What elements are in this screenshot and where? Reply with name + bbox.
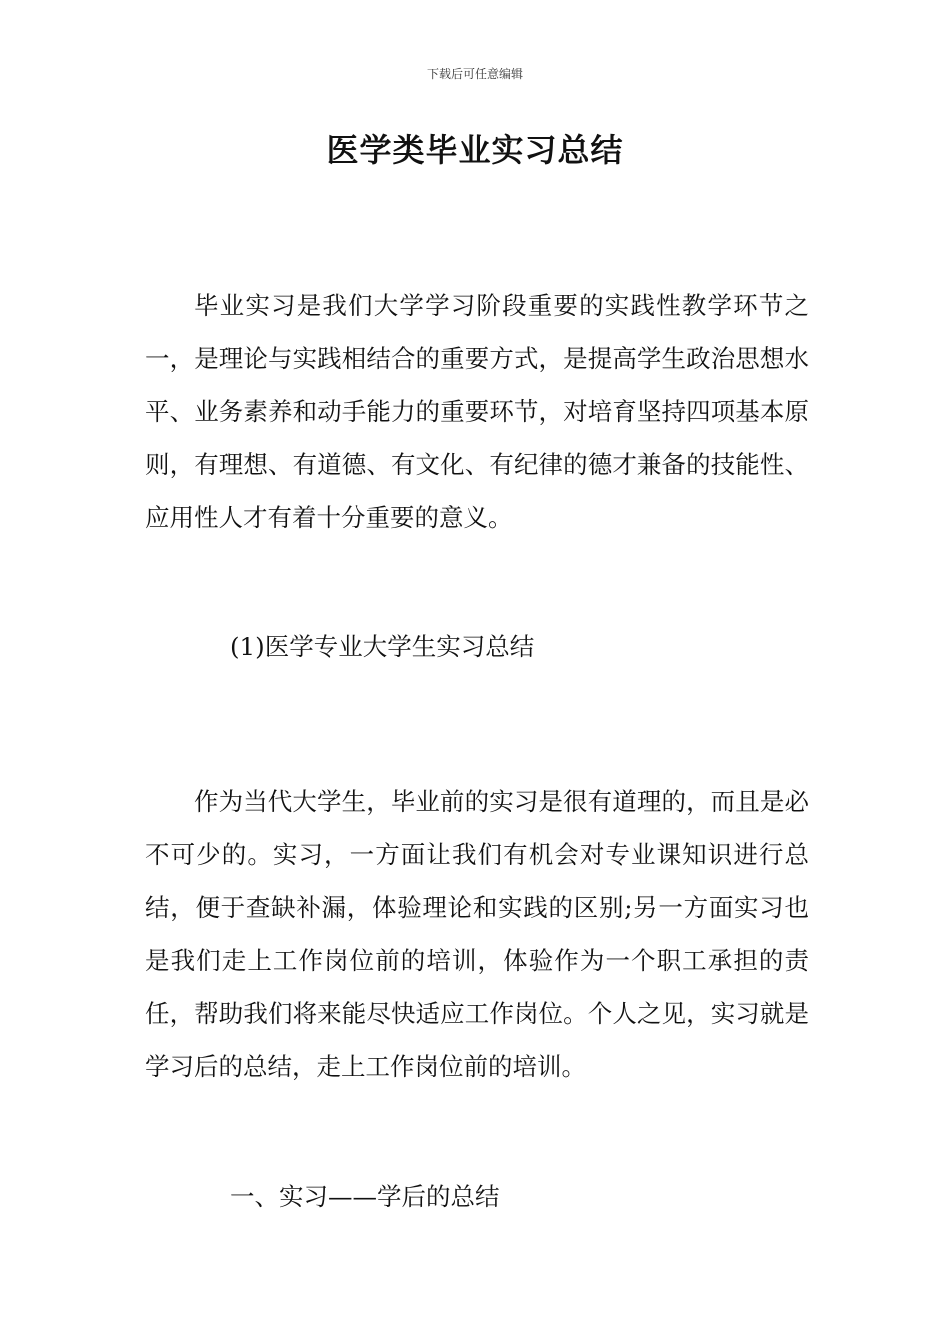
intro-paragraph: 毕业实习是我们大学学习阶段重要的实践性教学环节之一，是理论与实践相结合的重要方式，是提高学生政治思想水平、业务素养和动手能力的重要环节，对培育坚持四项基本原则，有理想、有道德、有文化、有纪律的德才兼备的技能性、应用性人才有着十分重要的意义。: [145, 291, 809, 532]
section-paragraph: 作为当代大学生，毕业前的实习是很有道理的，而且是必不可少的。实习，一方面让我们有机会对专业课知识进行总结，便于查缺补漏，体验理论和实践的区别;另一方面实习也是我们走上工作岗位前的培训，体验作为一个职工承担的责任，帮助我们将来能尽快适应工作岗位。个人之见，实习就是学习后的总结，走上工作岗位前的培训。: [145, 787, 809, 1081]
document-title: 医学类毕业实习总结: [326, 131, 624, 169]
header-note: 下载后可任意编辑: [426, 67, 523, 81]
subsection-heading: 一、实习——学后的总结: [230, 1182, 500, 1211]
section-heading: (1)医学专业大学生实习总结: [230, 632, 535, 661]
